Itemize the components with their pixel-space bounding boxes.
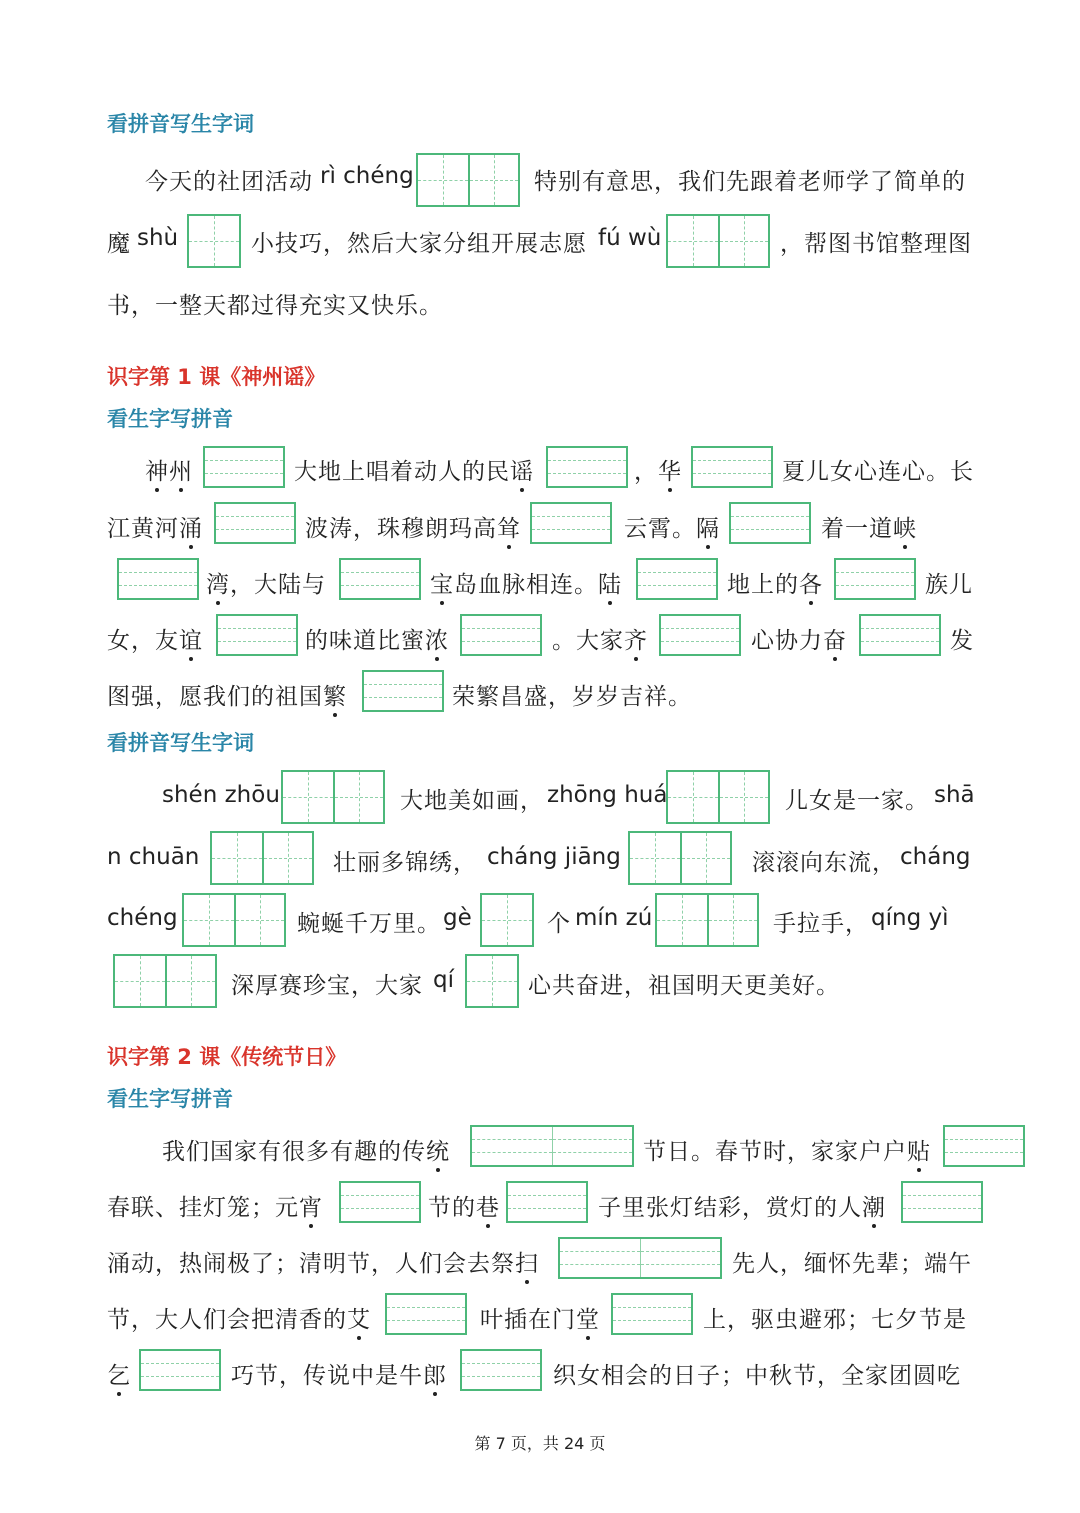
text (145, 453, 193, 486)
marked-char: 统 (426, 1139, 450, 1165)
marked-char: 涌 (179, 516, 203, 542)
marked-char: 郎 (423, 1363, 447, 1389)
text (107, 1189, 323, 1222)
text: 今天的社团活动 (145, 169, 313, 195)
text: ，帮图书馆整理图 (780, 231, 972, 257)
section-heading: 看生字写拼音 (107, 1087, 233, 1111)
text-seg: 的味道比蜜 (305, 628, 425, 654)
pinyin: shā (934, 782, 975, 808)
text (428, 1189, 500, 1222)
text (305, 622, 449, 655)
pinyin: cháng (900, 844, 971, 870)
text (107, 678, 347, 711)
text (107, 1245, 539, 1278)
text: 夏儿女心连心。长 (782, 459, 974, 485)
pinyin-box[interactable] (859, 614, 941, 656)
pinyin: shén zhōu (162, 782, 280, 808)
text: 特别有意思，我们先跟着老师学了简单的 (534, 169, 966, 195)
pinyin-box[interactable] (385, 1293, 467, 1335)
pinyin-box[interactable] (339, 1181, 421, 1223)
text-seg: 节日。春节时，家家户户 (643, 1139, 907, 1165)
pinyin: mín zú (575, 905, 653, 931)
pinyin-box[interactable] (834, 558, 916, 600)
marked-char: 宝 (430, 572, 454, 598)
text: 滚滚向东流， (752, 850, 896, 876)
lesson-title: 识字第 2 课《传统节日》 (107, 1045, 347, 1069)
marked-char: 巷 (476, 1195, 500, 1221)
pinyin-box[interactable] (139, 1349, 221, 1391)
marked-char: 华 (658, 459, 682, 485)
section-heading: 看拼音写生字词 (107, 731, 254, 755)
pinyin-box[interactable] (659, 614, 741, 656)
pinyin: qíng yì (871, 905, 949, 931)
text-seg: 大地上唱着动人的民 (294, 459, 510, 485)
text-seg: 图强，愿我们的祖国 (107, 684, 323, 710)
char-box[interactable] (281, 770, 385, 824)
marked-char: 隔 (696, 516, 720, 542)
pinyin: fú wù (598, 225, 662, 251)
text-seg: 地上的 (727, 572, 799, 598)
text-seg: 涌动，热闹极了；清明节，人们会去祭 (107, 1251, 515, 1277)
text-seg: 江黄河 (107, 516, 179, 542)
text: 书，一整天都过得充实又快乐。 (107, 293, 443, 319)
section-heading: 看拼音写生字词 (107, 112, 254, 136)
text (231, 1357, 447, 1390)
text-seg: 。大家 (552, 628, 624, 654)
text (552, 622, 648, 655)
text: 儿女是一家。 (785, 788, 929, 814)
char-box[interactable] (416, 153, 520, 207)
text (294, 453, 534, 486)
marked-char: 堂 (576, 1307, 600, 1333)
text: 手拉手， (773, 911, 869, 937)
pinyin-box[interactable] (558, 1237, 722, 1279)
text (107, 1301, 371, 1334)
text (107, 622, 203, 655)
pinyin-box[interactable] (943, 1125, 1025, 1167)
marked-char: 湾 (206, 572, 230, 598)
text-seg: 心协力 (751, 628, 823, 654)
pinyin-box[interactable] (506, 1181, 588, 1223)
text-seg: 女，友 (107, 628, 179, 654)
text-seg: 巧节，传说中是牛 (231, 1363, 423, 1389)
text (480, 1301, 600, 1334)
text: 心共奋进，祖国明天更美好。 (528, 973, 840, 999)
char-box[interactable] (182, 893, 286, 947)
text (206, 566, 326, 599)
text-seg: 云霄。 (624, 516, 696, 542)
char-box[interactable] (210, 831, 314, 885)
text: 族儿 (925, 572, 973, 598)
text (624, 510, 720, 543)
pinyin-box[interactable] (546, 446, 628, 488)
text (643, 1133, 931, 1166)
text-seg: 节的 (428, 1195, 476, 1221)
marked-char: 耸 (497, 516, 521, 542)
text-seg: ， (634, 459, 658, 485)
pinyin: chéng (107, 905, 178, 931)
pinyin-box[interactable] (470, 1125, 634, 1167)
pinyin-box[interactable] (530, 502, 612, 544)
text-seg: 着一道 (821, 516, 893, 542)
text (107, 1357, 131, 1390)
char-box[interactable] (480, 893, 534, 947)
text (634, 453, 682, 486)
pinyin-box[interactable] (214, 502, 296, 544)
text: 大地美如画， (400, 788, 544, 814)
marked-char: 繁 (323, 684, 347, 710)
pinyin-box[interactable] (729, 502, 811, 544)
page-number: 第 7 页，共 24 页 (474, 1434, 606, 1453)
marked-char: 各 (799, 572, 823, 598)
char-box[interactable] (655, 893, 759, 947)
text (162, 1133, 450, 1166)
marked-char: 齐 (624, 628, 648, 654)
text (430, 566, 622, 599)
text-seg: 我们国家有很多有趣的传 (162, 1139, 426, 1165)
text (751, 622, 847, 655)
pinyin: n chuān (107, 844, 200, 870)
char-box[interactable] (465, 954, 519, 1008)
text-seg: 子里张灯结彩，赏灯的人 (598, 1195, 862, 1221)
marked-char: 州 (169, 459, 193, 485)
marked-char: 神 (145, 459, 169, 485)
marked-char: 乞 (107, 1363, 131, 1389)
pinyin: cháng jiāng (487, 844, 621, 870)
text (305, 510, 521, 543)
text: 小技巧，然后大家分组开展志愿 (251, 231, 587, 257)
pinyin: qí (433, 967, 454, 993)
pinyin: gè (443, 905, 472, 931)
marked-char: 贴 (907, 1139, 931, 1165)
text: 魔 (107, 231, 131, 257)
pinyin: zhōng huá (547, 782, 668, 808)
char-box[interactable] (187, 214, 241, 268)
text-seg: 岛血脉相连。 (454, 572, 598, 598)
text: 深厚赛珍宝，大家 (231, 973, 423, 999)
text (821, 510, 917, 543)
pinyin-box[interactable] (460, 1349, 542, 1391)
pinyin-box[interactable] (203, 446, 285, 488)
marked-char: 陆 (598, 572, 622, 598)
text: 壮丽多锦绣， (333, 850, 477, 876)
pinyin-box[interactable] (117, 558, 199, 600)
text: 先人，缅怀先辈；端午 (732, 1251, 972, 1277)
marked-char: 扫 (515, 1251, 539, 1277)
marked-char: 奋 (823, 628, 847, 654)
pinyin-box[interactable] (901, 1181, 983, 1223)
char-box[interactable] (666, 770, 770, 824)
section-heading: 看生字写拼音 (107, 407, 233, 431)
text-seg: 波涛，珠穆朗玛高 (305, 516, 497, 542)
pinyin-box[interactable] (216, 614, 298, 656)
pinyin: shù (137, 225, 179, 251)
text (598, 1189, 886, 1222)
pinyin-box[interactable] (362, 670, 444, 712)
pinyin-box[interactable] (636, 558, 718, 600)
pinyin-box[interactable] (339, 558, 421, 600)
pinyin-box[interactable] (611, 1293, 693, 1335)
text (727, 566, 823, 599)
text-seg: 节，大人们会把清香的 (107, 1307, 347, 1333)
char-box[interactable] (628, 831, 732, 885)
marked-char: 宵 (299, 1195, 323, 1221)
text-seg: 叶插在门 (480, 1307, 576, 1333)
pinyin-box[interactable] (691, 446, 773, 488)
char-box[interactable] (113, 954, 217, 1008)
marked-char: 谊 (179, 628, 203, 654)
text-seg: 春联、挂灯笼；元 (107, 1195, 299, 1221)
text: 上，驱虫避邪；七夕节是 (703, 1307, 967, 1333)
text (107, 510, 203, 543)
text-seg: ，大陆与 (230, 572, 326, 598)
pinyin-box[interactable] (460, 614, 542, 656)
marked-char: 艾 (347, 1307, 371, 1333)
marked-char: 峡 (893, 516, 917, 542)
marked-char: 谣 (510, 459, 534, 485)
text: 蜿蜒千万里。 (297, 911, 441, 937)
marked-char: 潮 (862, 1195, 886, 1221)
text: 织女相会的日子；中秋节，全家团圆吃 (553, 1363, 961, 1389)
text: 发 (950, 628, 974, 654)
lesson-title: 识字第 1 课《神州谣》 (107, 365, 326, 389)
pinyin: rì chéng (320, 163, 414, 189)
text: 荣繁昌盛，岁岁吉祥。 (452, 684, 692, 710)
char-box[interactable] (666, 214, 770, 268)
marked-char: 浓 (425, 628, 449, 654)
text: 个 (547, 911, 571, 937)
